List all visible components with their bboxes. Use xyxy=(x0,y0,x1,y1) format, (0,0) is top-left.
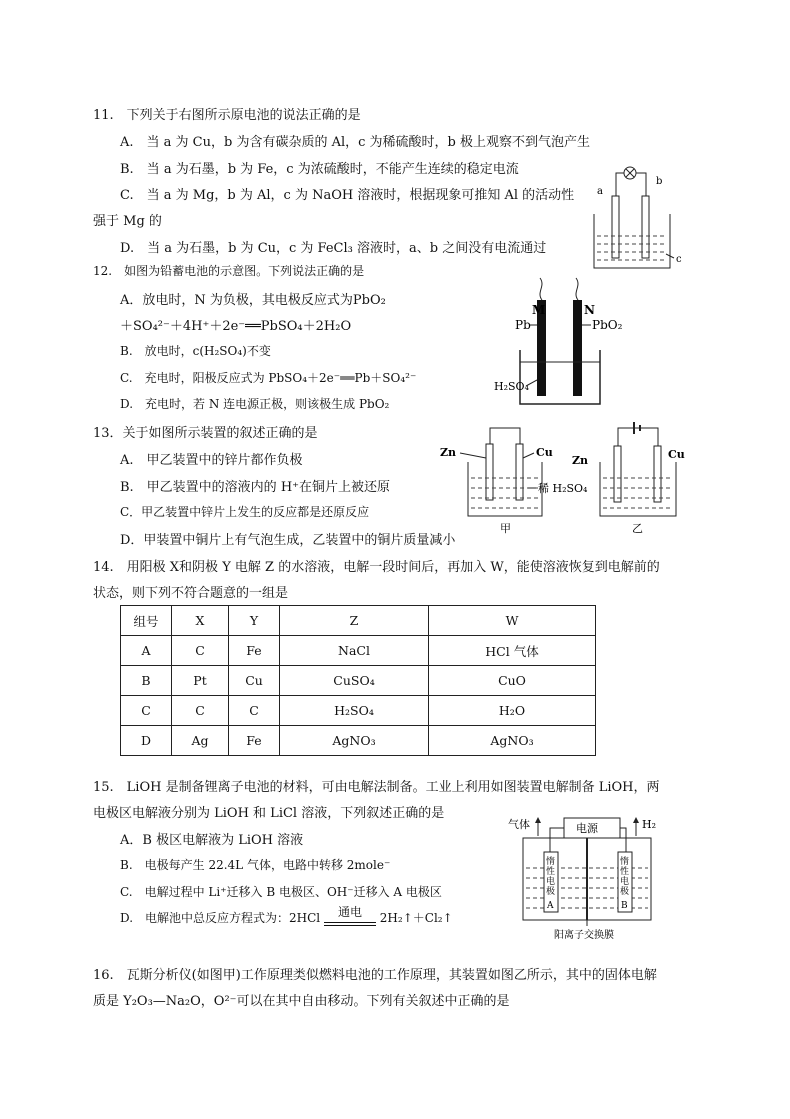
q14-stem-cont: 状态，则下列不符合题意的一组是 xyxy=(93,586,289,601)
table-cell: AgNO₃ xyxy=(280,726,429,756)
q14-table xyxy=(120,605,596,756)
electrode-n xyxy=(573,300,582,396)
table-cell: B xyxy=(121,666,172,696)
yi-cu-electrode xyxy=(654,446,661,502)
q15-option-d-prefix: D. 电解池中总反应方程式为：2HCl xyxy=(120,911,321,925)
q12-option-b: B. 放电时，c(H₂SO₄)不变 xyxy=(120,344,271,358)
table-row xyxy=(121,726,596,756)
table-cell: C xyxy=(229,696,280,726)
label-acid: 稀 H₂SO₄ xyxy=(538,482,588,495)
q11-galvanic-cell-figure xyxy=(588,162,688,272)
header-cell: Z xyxy=(280,606,429,636)
table-cell: Ag xyxy=(172,726,229,756)
equation-arrow xyxy=(324,905,376,926)
q13-stem: 13．关于如图所示装置的叙述正确的是 xyxy=(93,426,318,441)
label-pbo2: PbO₂ xyxy=(592,318,623,332)
q14-stem: 14. 用阳极 X和阴极 Y 电解 Z 的水溶液，电解一段时间后，再加入 W，能使溶液恢复到电解前的 xyxy=(93,560,660,575)
label-m: M xyxy=(532,303,546,317)
q15-option-a: A．B 极区电解液为 LiOH 溶液 xyxy=(120,833,304,848)
q11-option-b: B. 当 a 为石墨，b 为 Fe，c 为浓硫酸时，不能产生连续的稳定电流 xyxy=(120,162,519,177)
condition-label: 通电 xyxy=(337,905,362,919)
q13-option-b: B. 甲乙装置中的溶液内的 H⁺在铜片上被还原 xyxy=(120,480,391,495)
label-electrode-a: 惰性电极 A xyxy=(546,857,556,911)
label-a: a xyxy=(597,186,603,197)
q11-option-a: A. 当 a 为 Cu，b 为含有碳杂质的 Al，c 为稀硫酸时，b 极上观察不到气泡产生 xyxy=(120,135,590,150)
table-cell: Fe xyxy=(229,636,280,666)
table-row xyxy=(121,636,596,666)
table-cell: H₂O xyxy=(429,696,596,726)
q15-option-c: C. 电解过程中 Li⁺迁移入 B 电极区、OH⁻迁移入 A 电极区 xyxy=(120,885,442,899)
label-power: 电源 xyxy=(576,822,598,835)
beaker xyxy=(520,350,600,404)
yi-label-zn: Zn xyxy=(572,454,589,467)
table-row xyxy=(121,696,596,726)
q13-option-a: A. 甲乙装置中的锌片都作负极 xyxy=(120,453,303,468)
header-cell: Y xyxy=(229,606,280,636)
yi-label-cu: Cu xyxy=(668,448,685,461)
table-cell: H₂SO₄ xyxy=(280,696,429,726)
label-jia: 甲 xyxy=(500,522,511,535)
label-electrode-b: 惰性电极 B xyxy=(620,857,630,911)
electrode-a xyxy=(612,196,619,258)
q12-lead-battery-figure xyxy=(490,272,630,412)
table-cell: A xyxy=(121,636,172,666)
header-cell: 组号 xyxy=(121,606,172,636)
label-h2: H₂ xyxy=(642,818,657,831)
table-cell: Cu xyxy=(229,666,280,696)
jia-label-cu: Cu xyxy=(536,446,553,459)
q12-option-a-cont: ＋SO₄²⁻＋4H⁺＋2e⁻══PbSO₄＋2H₂O xyxy=(120,319,352,334)
label-h2so4: H₂SO₄ xyxy=(494,380,529,393)
electrode-b xyxy=(642,196,649,258)
jia-zn-electrode xyxy=(486,444,493,500)
q15-stem: 15. LiOH 是制备锂离子电池的材料，可由电解法制备。工业上利用如图装置电解制备 LiOH，两 xyxy=(93,780,660,795)
header-cell: W xyxy=(429,606,596,636)
q15-electrolysis-figure xyxy=(508,812,678,942)
table-cell: HCl 气体 xyxy=(429,636,596,666)
table-row xyxy=(121,666,596,696)
label-pb: Pb xyxy=(515,318,531,332)
q12-option-a: A．放电时，N 为负极，其电极反应式为PbO₂ xyxy=(120,293,386,308)
yi-zn-electrode xyxy=(614,446,621,502)
jia-label-zn: Zn xyxy=(440,446,457,459)
label-b: b xyxy=(656,176,663,187)
q11-option-c: C. 当 a 为 Mg，b 为 Al，c 为 NaOH 溶液时，根据现象可推知 Al 的活动性 xyxy=(120,188,575,203)
q11-option-c-cont: 强于 Mg 的 xyxy=(93,214,162,229)
q16-stem: 16. 瓦斯分析仪(如图甲)工作原理类似燃料电池的工作原理，其装置如图乙所示，其中的固体电解 xyxy=(93,968,657,983)
q15-option-d-products: 2H₂↑＋Cl₂↑ xyxy=(379,911,453,925)
table-header-row xyxy=(121,606,596,636)
label-gas: 气体 xyxy=(508,818,530,831)
q12-option-d: D. 充电时，若 N 连电源正极，则该极生成 PbO₂ xyxy=(120,397,390,411)
q12-stem: 12. 如图为铅蓄电池的示意图。下列说法正确的是 xyxy=(93,264,365,278)
table-cell: CuO xyxy=(429,666,596,696)
q11-stem: 11. 下列关于右图所示原电池的说法正确的是 xyxy=(93,108,361,123)
q15-option-d xyxy=(120,905,453,926)
table-cell: C xyxy=(121,696,172,726)
table-cell: Pt xyxy=(172,666,229,696)
table-cell: Fe xyxy=(229,726,280,756)
q15-option-b: B. 电极每产生 22.4L 气体，电路中转移 2mole⁻ xyxy=(120,858,391,872)
q16-stem-cont: 质是 Y₂O₃—Na₂O，O²⁻可以在其中自由移动。下列有关叙述中正确的是 xyxy=(93,994,510,1009)
jia-cu-electrode xyxy=(516,444,523,500)
q13-option-d: D．甲装置中铜片上有气泡生成，乙装置中的铜片质量减小 xyxy=(120,533,456,548)
table-cell: C xyxy=(172,696,229,726)
label-n: N xyxy=(584,303,595,317)
table-cell: AgNO₃ xyxy=(429,726,596,756)
q15-stem-cont: 电极区电解液分别为 LiOH 和 LiCl 溶液，下列叙述正确的是 xyxy=(93,806,445,821)
table-cell: CuSO₄ xyxy=(280,666,429,696)
q13-cells-figure xyxy=(438,418,698,538)
q11-option-d: D. 当 a 为石墨，b 为 Cu，c 为 FeCl₃ 溶液时，a、b 之间没有电流通过 xyxy=(120,241,547,256)
table-cell: NaCl xyxy=(280,636,429,666)
label-yi: 乙 xyxy=(632,522,643,535)
table-cell: D xyxy=(121,726,172,756)
header-cell: X xyxy=(172,606,229,636)
label-c: c xyxy=(676,254,682,265)
table-cell: C xyxy=(172,636,229,666)
label-membrane: 阳离子交换膜 xyxy=(554,930,614,941)
q12-option-c: C. 充电时，阳极反应式为 PbSO₄＋2e⁻══Pb＋SO₄²⁻ xyxy=(120,371,417,385)
q13-option-c: C．甲乙装置中锌片上发生的反应都是还原反应 xyxy=(120,505,370,519)
